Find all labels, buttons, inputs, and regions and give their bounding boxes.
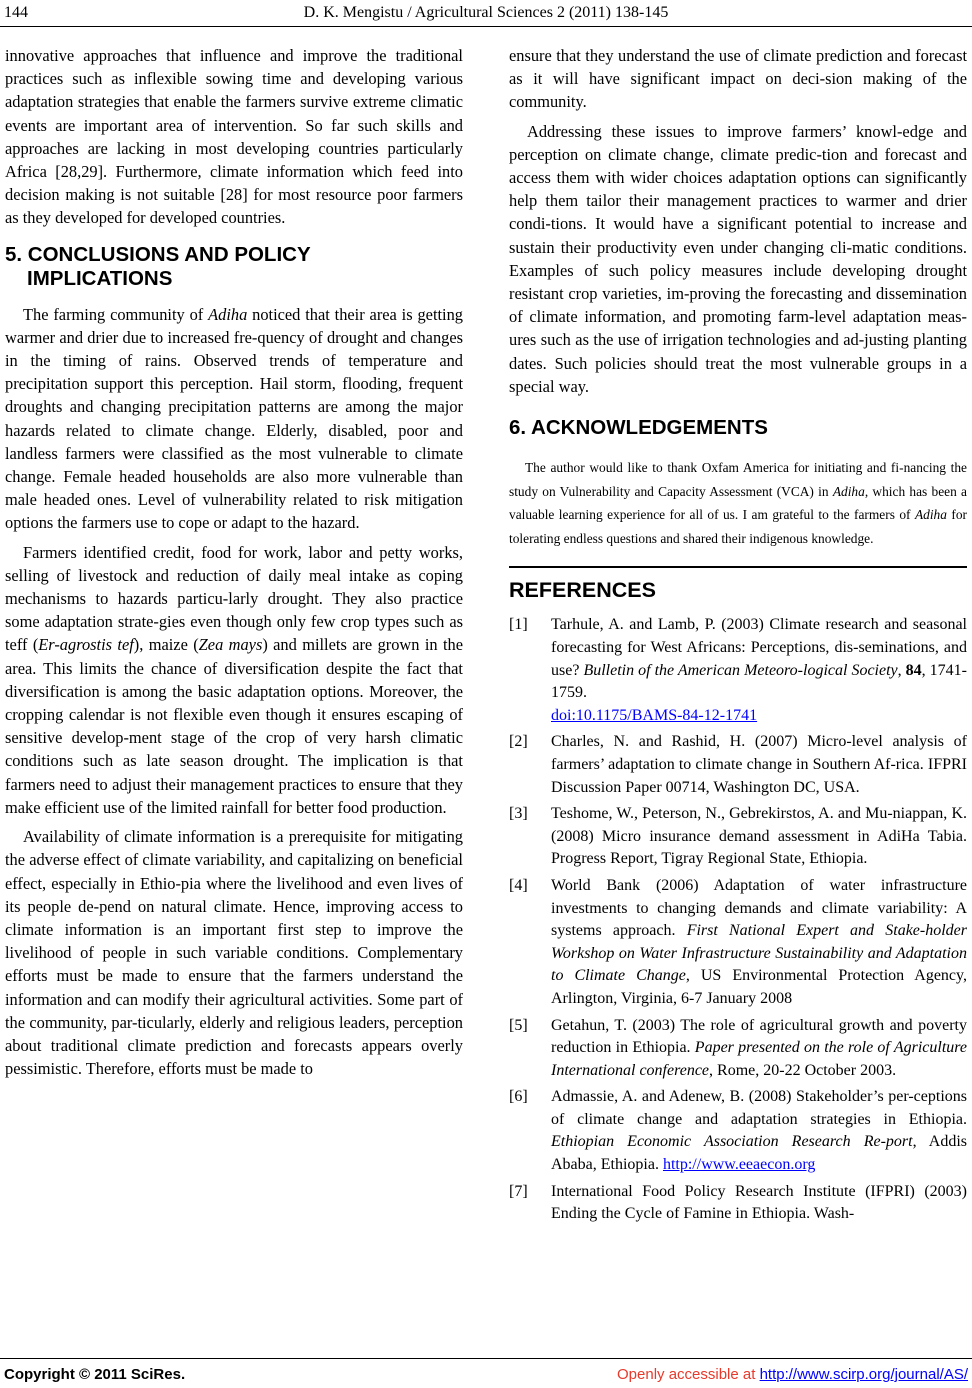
reference-item: [509, 731, 967, 799]
text-run: , Addis Ababa, Ethiopia.: [551, 1133, 967, 1174]
text-run: World Bank (2006) Adaptation of water infrastructure investments to changing demands and climate variability: A systems approach.: [551, 876, 967, 940]
references-rule: [509, 566, 967, 568]
conclusions-paragraph-2: [5, 541, 463, 819]
text-run: ) and millets are grown in the area. This limits the chance of diversification despite the fact that diversification is among the basic adaptation options. Moreover, the cropping calendar is not flexible even though it ensures escaping of sensitive develop-ment stage of the crop of very harsh climatic conditions such as late season drought. The implication is that farmers need to adjust their management practices to ensure that they make efficient use of the limited rainfall for better food production.: [5, 635, 463, 817]
page-footer: [0, 1358, 972, 1388]
section-5-heading-line2: IMPLICATIONS: [27, 266, 173, 290]
reference-number: [4]: [509, 876, 528, 894]
reference-number: [3]: [509, 805, 528, 823]
text-run: Admassie, A. and Adenew, B. (2008) Stakeholder’s per-ceptions of climate change and adaptation strategies in Ethiopia.: [551, 1088, 967, 1128]
intro-paragraph: innovative approaches that influence and improve the traditional practices such as inflexible sowing time and developing various adaptation strategies that enable the farmers survive extreme climatic events are important area of intervention. So far such skills and approaches are lacking in most developing countries particularly Africa [28,29]. Furthermore, climate information which feed into decision making is not suitable [28] for most resource poor farmers as they developed for developed countries.: [5, 46, 463, 228]
right-column: [509, 44, 967, 1230]
reference-number: [5]: [509, 1016, 528, 1034]
text-run: Getahun, T. (2003) The role of agricultural growth and poverty reduction in Ethiopia.: [551, 1016, 967, 1057]
text-run: ), maize (: [133, 635, 199, 655]
italic-place-name: Adiha: [208, 304, 248, 324]
text-run: International Food Policy Research Institute (IFPRI) (2003) Ending the Cycle of Famine in Ethiopia. Wash-: [551, 1182, 967, 1223]
references-heading: REFERENCES: [509, 578, 656, 603]
open-access-label: Openly accessible at: [617, 1366, 760, 1383]
text-run: , which has been a valuable learning experience for all of us. I am grateful to the farmers of: [509, 483, 967, 523]
volume-number: 84: [905, 661, 922, 679]
page-number: 144: [4, 4, 28, 21]
reference-list: [509, 614, 967, 1225]
italic-place-name: Adiha: [832, 483, 865, 499]
section-5-heading-line1: 5. CONCLUSIONS AND POLICY: [5, 242, 311, 266]
reference-number: [6]: [509, 1088, 528, 1106]
continued-paragraph: ensure that they understand the use of climate prediction and forecast as it will have significant impact on deci-sion making of the community.: [509, 46, 967, 112]
conclusions-paragraph-1: [5, 303, 463, 535]
reference-item: [509, 803, 967, 871]
text-run: Farmers identified credit, food for work, labor and petty works, selling of livestock and reduction of daily meal intake as coping mechanisms to hazards particu-larly drought. They also practice some adaptation strate-gies even though only few crop types such as teff (: [5, 542, 463, 655]
website-link[interactable]: http://www.eeaecon.org: [662, 1156, 816, 1174]
open-access-notice: [617, 1366, 968, 1383]
reference-item: [509, 1181, 967, 1226]
section-5-heading: [5, 243, 463, 291]
text-run: The author would like to thank Oxfam America for initiating and fi-nancing the study on Vulnerability and Capacity Assessment (VCA) in: [509, 460, 967, 499]
report-title: Ethiopian Economic Association Research Re-port: [551, 1133, 913, 1151]
text-run: , Rome, 20-22 October 2003.: [709, 1061, 897, 1079]
header-rule: [0, 26, 972, 27]
doi-link[interactable]: doi:10.1175/BAMS-84-12-1741: [551, 706, 758, 724]
text-run: Teshome, W., Peterson, N., Gebrekirstos, A. and Mu-niappan, K. (2008) Micro insurance demand assessment in AdiHa Tabia. Progress Report, Tigray Regional State, Ethiopia.: [551, 805, 967, 868]
proceedings-title: First National Expert and Stake-holder Workshop on Water Infrastructure Sustainability and Adaptation to Climate Change: [551, 922, 967, 985]
reference-item: [509, 614, 967, 727]
page-header: [0, 0, 972, 30]
text-run: , US Environmental Protection Agency, Arlington, Virginia, 6-7 January 2008: [551, 967, 967, 1007]
text-run: noticed that their area is getting warmer and drier due to increased fre-quency of drought and changes in the timing of rains. Observed trends of temperature and precipitation support this perception. Hail storm, flooding, frequent droughts and changing precipitation patterns are among the major hazards related to climate change. Elderly, disabled, poor and landless farmers were classified as the most vulnerable to climate change. Female headed households are also more vulnerable than male headed ones. Level of vulnerability related to risk mitigation options the farmers use to cope or adapt to the hazard.: [5, 304, 463, 533]
footer-rule: [0, 1358, 972, 1359]
journal-title: Bulletin of the American Meteoro-logical Society: [583, 661, 898, 679]
text-run: for tolerating endless questions and shared their indigenous knowledge.: [509, 507, 967, 546]
italic-place-name: Adiha: [914, 507, 947, 523]
reference-number: [1]: [509, 616, 528, 634]
conference-title: Paper presented on the role of Agriculture International conference: [551, 1039, 967, 1079]
copyright-notice: Copyright © 2011 SciRes.: [4, 1366, 186, 1383]
reference-item: [509, 875, 967, 1011]
italic-species-name: Er-agrostis tef: [38, 635, 134, 655]
reference-number: [7]: [509, 1182, 528, 1200]
journal-url-link[interactable]: http://www.scirp.org/journal/AS/: [759, 1366, 968, 1383]
italic-species-name: Zea mays: [198, 635, 263, 655]
text-run: , 1741-1759.: [551, 661, 968, 702]
reference-item: [509, 1015, 967, 1083]
text-run: Charles, N. and Rashid, H. (2007) Micro-level analysis of farmers’ adaptation to climate change in Southern Af-rica. IFPRI Discussion Paper 00714, Washington DC, USA.: [551, 733, 967, 796]
text-run: Tarhule, A. and Lamb, P. (2003) Climate research and seasonal forecasting for West Africans: Perceptions, dis-seminations, and use?: [551, 616, 967, 679]
reference-number: [2]: [509, 733, 528, 751]
policy-paragraph: Addressing these issues to improve farmers’ knowl-edge and perception on climate change, climate predic-tion and forecast and access them with wider choices adaptation options can significantly help them tailor their management practices to warmer and drier condi-tions. It would have a significant potential to increase and sustain their productivity even under changing cli-matic conditions. Examples of such policy measures include developing drought resistant crop varieties, im-proving the forecasting and dissemination of climate information, and promoting farm-level adaptation meas-ures such as the use of irrigation technologies and ad-justing planting dates. Such policies should treat the most vulnerable groups in a special way.: [509, 121, 967, 396]
reference-item: [509, 1086, 967, 1176]
text-run: ,: [897, 661, 906, 679]
acknowledgements-text: [509, 456, 967, 550]
section-6-heading: 6. ACKNOWLEDGEMENTS: [509, 416, 768, 440]
left-column: [5, 44, 463, 1080]
running-title: D. K. Mengistu / Agricultural Sciences 2 (2011) 138-145: [303, 4, 669, 21]
conclusions-paragraph-3: Availability of climate information is a prerequisite for mitigating the adverse effect of climate variability, and capitalizing on beneficial effect, especially in Ethio-pia where the livelihood and even lives of its people de-pend on natural climate. Hence, improving access to climate information is an important first step to improve the livelihood of people in such variable conditions. Complementary efforts must be made to ensure that the farmers understand the information and can modify their agricultural activities. Some part of the community, par-ticularly, elderly and religious leaders, perception about traditional climate prediction and forecasts appears overly pessimistic. Therefore, efforts must be made to: [5, 827, 463, 1079]
text-run: The farming community of: [23, 304, 209, 324]
